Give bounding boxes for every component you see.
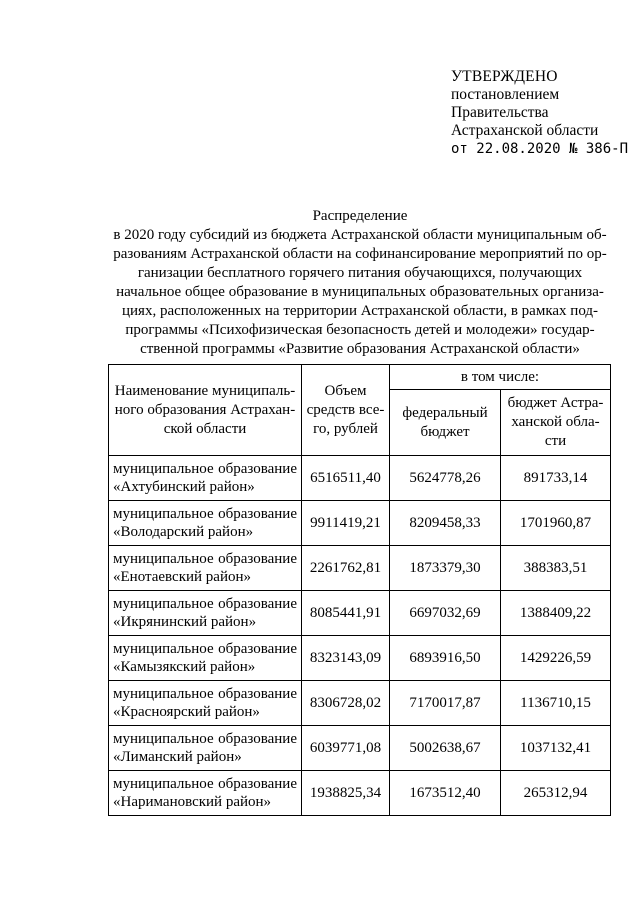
table-row (109, 771, 611, 816)
row-federal: 7170017,87 (390, 681, 501, 726)
title-line: циях, расположенных на территории Астраханской области, в рамках под- (121, 303, 599, 319)
row-total: 9911419,21 (302, 501, 390, 546)
title-line: ственной программы «Развитие образования Астраханской области» (140, 341, 580, 357)
row-total: 8323143,09 (302, 636, 390, 681)
row-regional: 1136710,15 (501, 681, 611, 726)
row-federal: 1873379,30 (390, 546, 501, 591)
row-regional: 1037132,41 (501, 726, 611, 771)
subsidy-table (108, 364, 611, 816)
row-name: муниципальное образование «Камызякский район» (109, 636, 302, 681)
row-federal: 8209458,33 (390, 501, 501, 546)
header-regional: бюджет Астра- ханской обла- сти (501, 390, 611, 456)
row-federal: 6697032,69 (390, 591, 501, 636)
approval-heading: УТВЕРЖДЕНО (451, 68, 558, 85)
approval-line-2: Правительства (451, 104, 549, 121)
row-name: муниципальное образование «Красноярский район» (109, 681, 302, 726)
header-name: Наименование муниципаль- ного образования Астрахан- ской области (109, 365, 302, 456)
row-name: муниципальное образование «Ахтубинский район» (109, 456, 302, 501)
title-line: начальное общее образование в муниципальных образовательных организа- (116, 284, 604, 300)
table-row (109, 681, 611, 726)
row-total: 8306728,02 (302, 681, 390, 726)
row-name: муниципальное образование «Володарский район» (109, 501, 302, 546)
title-line: программы «Психофизическая безопасность детей и молодежи» государ- (125, 322, 595, 338)
approval-stamp (451, 68, 628, 158)
row-regional: 388383,51 (501, 546, 611, 591)
row-name: муниципальное образование «Енотаевский район» (109, 546, 302, 591)
header-including: в том числе: (390, 365, 611, 390)
row-federal: 1673512,40 (390, 771, 501, 816)
table-row (109, 726, 611, 771)
table-row (109, 546, 611, 591)
row-total: 6516511,40 (302, 456, 390, 501)
table-row (109, 636, 611, 681)
row-regional: 1388409,22 (501, 591, 611, 636)
table-row (109, 456, 611, 501)
title-line: ганизации бесплатного горячего питания обучающихся, получающих (137, 265, 583, 281)
title-line: разованиям Астраханской области на софинансирование мероприятий по ор- (113, 246, 607, 262)
title-word: Распределение (312, 208, 408, 224)
approval-line-1: постановлением (451, 86, 560, 103)
row-name: муниципальное образование «Икрянинский район» (109, 591, 302, 636)
header-federal: федеральный бюджет (390, 390, 501, 456)
row-federal: 5002638,67 (390, 726, 501, 771)
row-total: 6039771,08 (302, 726, 390, 771)
row-regional: 891733,14 (501, 456, 611, 501)
title-line: в 2020 году субсидий из бюджета Астраханской области муниципальным об- (113, 227, 607, 243)
row-total: 1938825,34 (302, 771, 390, 816)
table-row (109, 591, 611, 636)
table-row (109, 501, 611, 546)
row-name: муниципальное образование «Лиманский район» (109, 726, 302, 771)
approval-line-4: от 22.08.2020 № 386-П (451, 141, 629, 157)
row-total: 2261762,81 (302, 546, 390, 591)
row-federal: 5624778,26 (390, 456, 501, 501)
row-regional: 1701960,87 (501, 501, 611, 546)
row-total: 8085441,91 (302, 591, 390, 636)
row-regional: 1429226,59 (501, 636, 611, 681)
document-title (110, 207, 610, 359)
row-regional: 265312,94 (501, 771, 611, 816)
header-total: Объем средств все- го, рублей (302, 365, 390, 456)
row-federal: 6893916,50 (390, 636, 501, 681)
row-name: муниципальное образование «Наримановский район» (109, 771, 302, 816)
approval-line-3: Астраханской области (451, 122, 599, 139)
